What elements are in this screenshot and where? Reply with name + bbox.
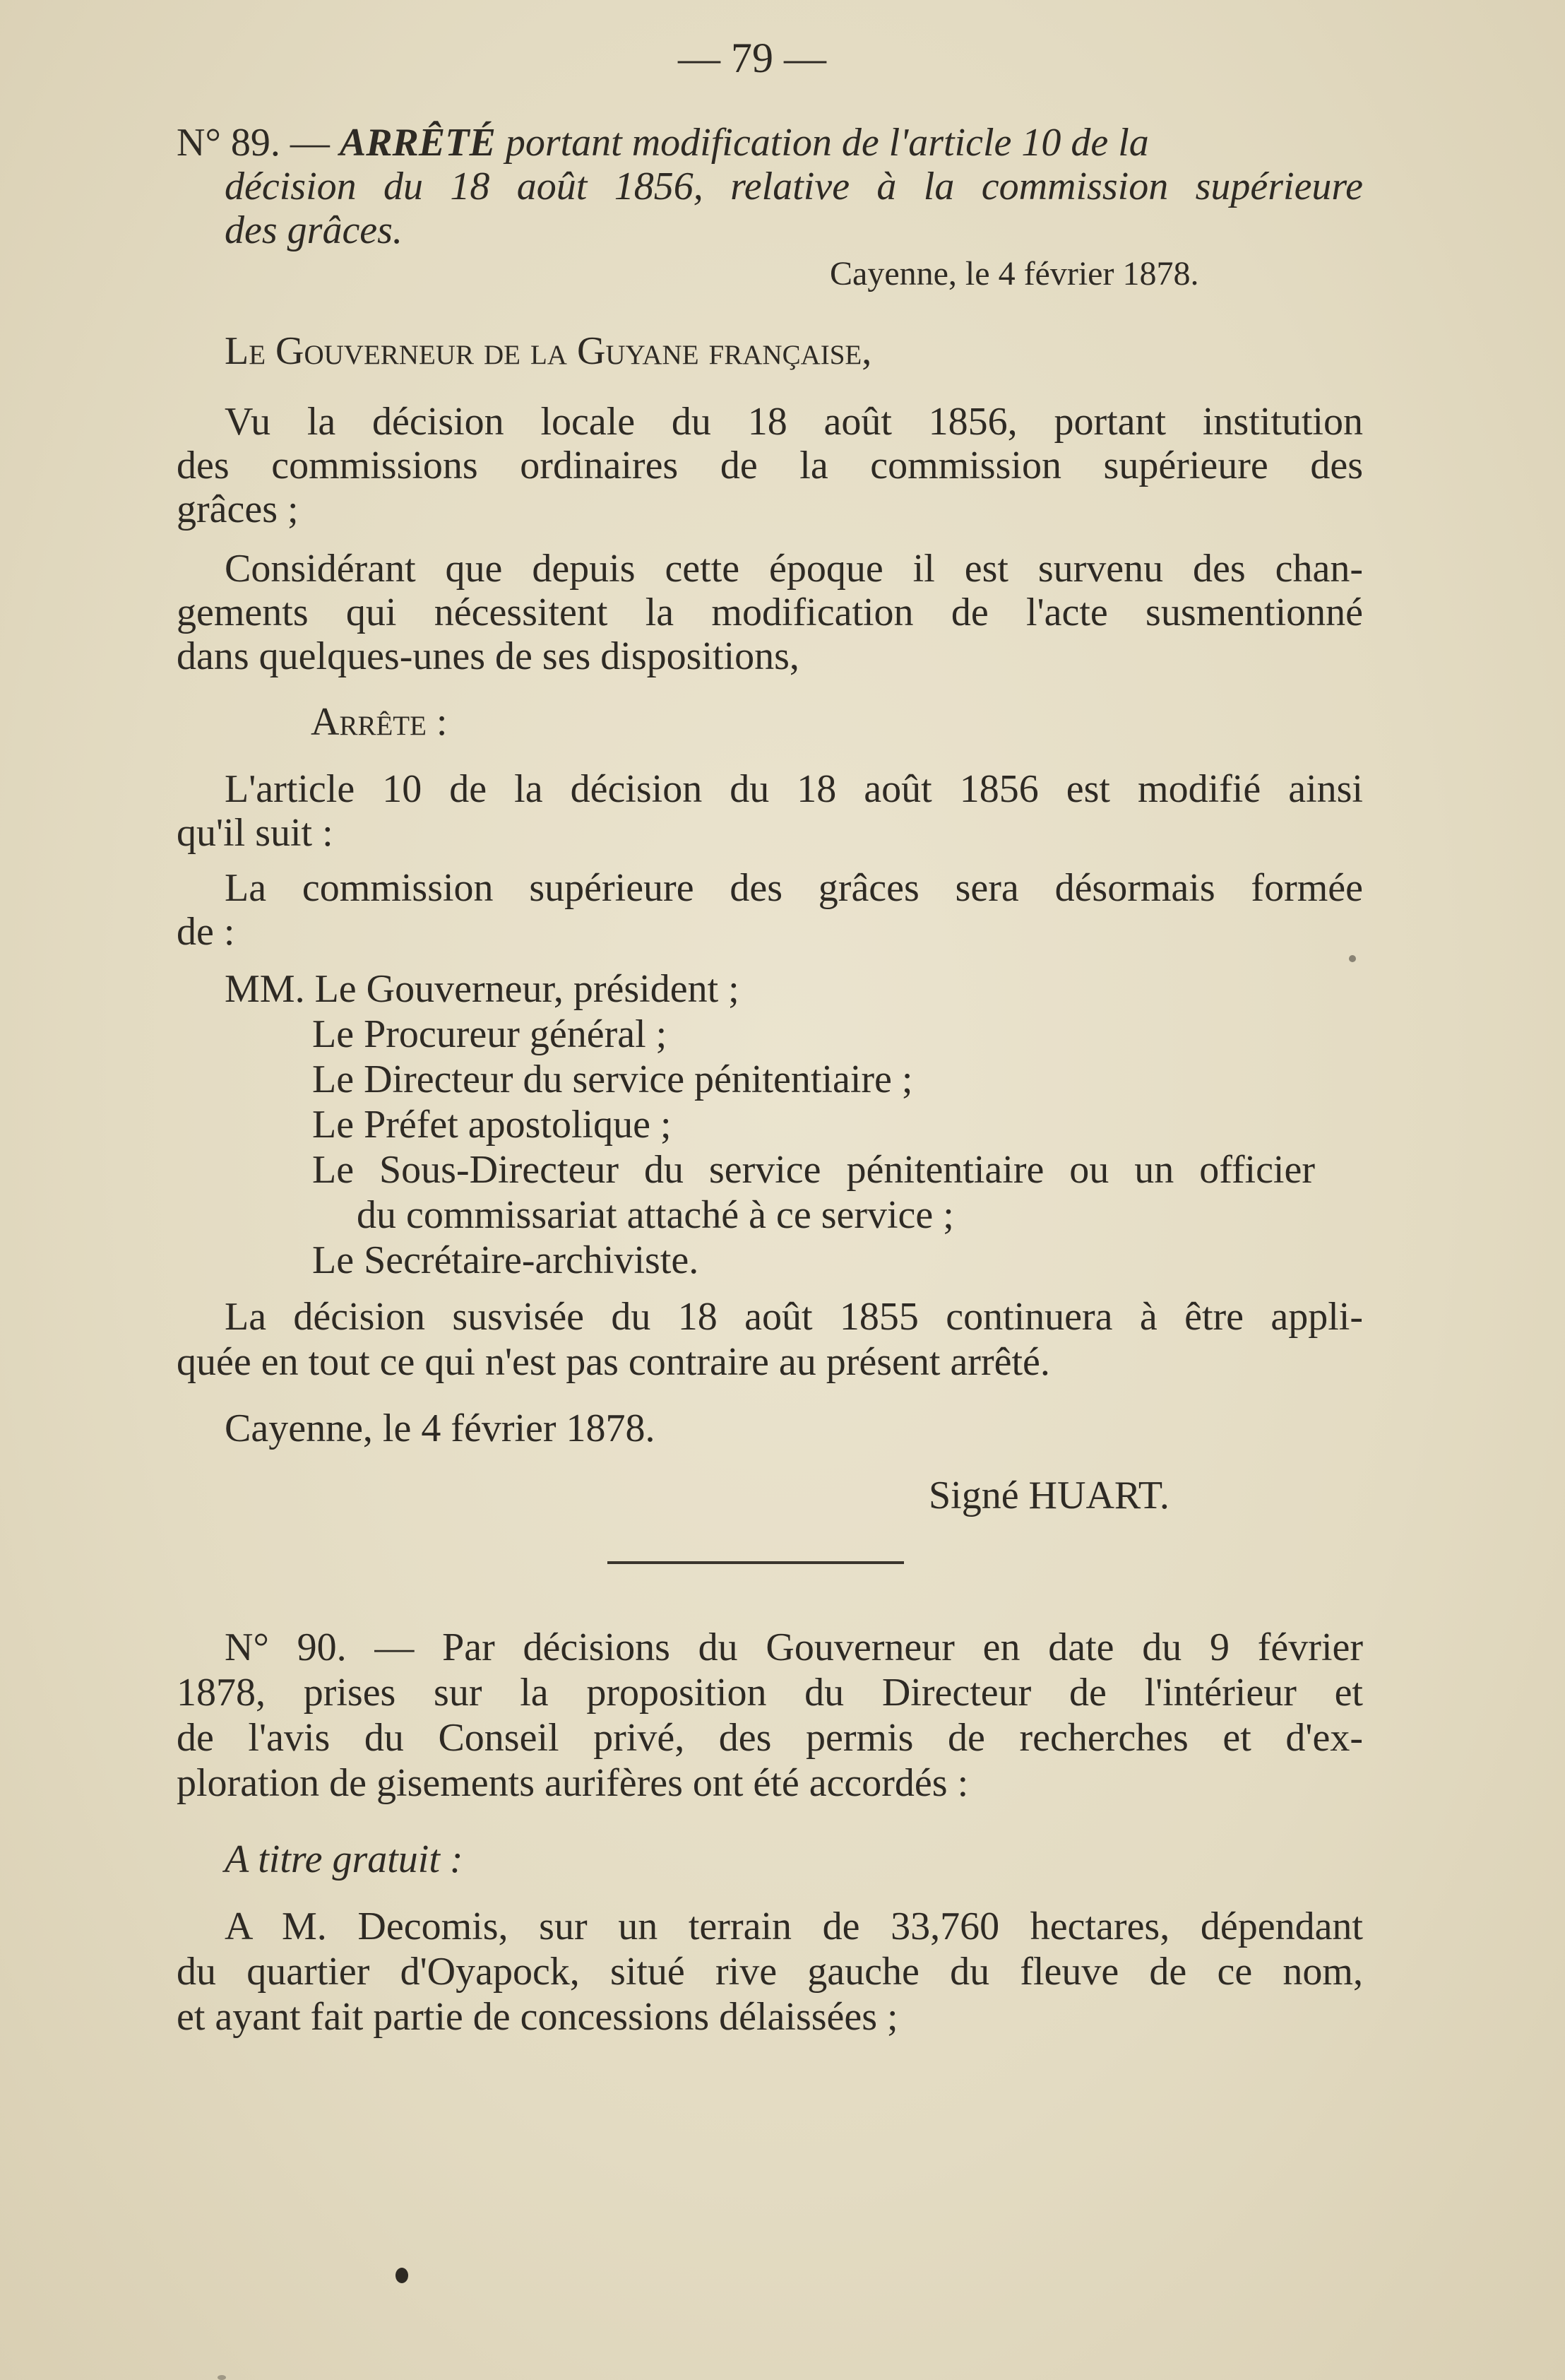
decomis-line-3: et ayant fait partie de concessions délaissées ; bbox=[177, 1995, 898, 2039]
article-90-line-3: de l'avis du Conseil privé, des permis de recherches et d'ex- bbox=[177, 1716, 1363, 1760]
article-89-title-line-1: portant modification de l'article 10 de la bbox=[505, 121, 1149, 165]
article-90-line-4: ploration de gisements aurifères ont été accordés : bbox=[177, 1761, 969, 1805]
governor-line: Le Gouverneur de la Guyane française, bbox=[225, 329, 872, 373]
member-line: du commissariat attaché à ce service ; bbox=[357, 1193, 954, 1237]
considerant-line-1: Considérant que depuis cette époque il est survenu des chan- bbox=[225, 547, 1363, 591]
arrete-heading: Arrête : bbox=[311, 700, 448, 744]
article-89-number: N° 89. — bbox=[177, 121, 330, 165]
member-line: Le Procureur général ; bbox=[312, 1012, 667, 1056]
commission-line-2: de : bbox=[177, 910, 235, 954]
member-line: Le Sous-Directeur du service pénitentiaire ou un officier bbox=[312, 1148, 1315, 1192]
signature: Signé HUART. bbox=[929, 1474, 1170, 1517]
article-89-title-line-3: des grâces. bbox=[225, 208, 403, 252]
considerant-line-2: gements qui nécessitent la modification de l'acte susmentionné bbox=[177, 591, 1363, 634]
article-89-title-line-2: décision du 18 août 1856, relative à la commission supérieure bbox=[225, 165, 1363, 208]
article-90-subheading: A titre gratuit : bbox=[225, 1837, 463, 1881]
decomis-line-2: du quartier d'Oyapock, situé rive gauche du fleuve de ce nom, bbox=[177, 1950, 1363, 1994]
vu-line-3: grâces ; bbox=[177, 487, 299, 531]
section-divider bbox=[607, 1561, 904, 1564]
ink-speck bbox=[1349, 955, 1356, 962]
member-line: Le Préfet apostolique ; bbox=[312, 1103, 672, 1147]
vu-line-1: Vu la décision locale du 18 août 1856, portant institution bbox=[225, 400, 1363, 444]
article-90-line-2: 1878, prises sur la proposition du Directeur de l'intérieur et bbox=[177, 1671, 1363, 1715]
article-90-line-1: N° 90. — Par décisions du Gouverneur en date du 9 février bbox=[225, 1626, 1363, 1669]
article-89-title-bold: ARRÊTÉ bbox=[339, 121, 496, 165]
decision-line-1: La décision susvisée du 18 août 1855 continuera à être appli- bbox=[225, 1295, 1363, 1339]
member-line: Le Directeur du service pénitentiaire ; bbox=[312, 1058, 913, 1101]
ink-speck bbox=[218, 2375, 226, 2380]
decomis-line-1: A M. Decomis, sur un terrain de 33,760 hectares, dépendant bbox=[225, 1905, 1363, 1948]
article-10-line-1: L'article 10 de la décision du 18 août 1856 est modifié ainsi bbox=[225, 767, 1363, 811]
article-10-line-2: qu'il suit : bbox=[177, 811, 333, 855]
article-89-heading bbox=[177, 120, 1149, 165]
article-89-dateline: Cayenne, le 4 février 1878. bbox=[830, 255, 1199, 292]
member-line: Le Secrétaire-archiviste. bbox=[312, 1238, 699, 1282]
decision-line-2: quée en tout ce qui n'est pas contraire au présent arrêté. bbox=[177, 1340, 1050, 1384]
vu-line-2: des commissions ordinaires de la commission supérieure des bbox=[177, 444, 1363, 487]
member-line: MM. Le Gouverneur, président ; bbox=[225, 967, 739, 1011]
ink-speck bbox=[395, 2268, 408, 2283]
closing-dateline: Cayenne, le 4 février 1878. bbox=[225, 1407, 655, 1450]
page-number: — 79 — bbox=[678, 35, 826, 81]
considerant-line-3: dans quelques-unes de ses dispositions, bbox=[177, 634, 799, 678]
commission-line-1: La commission supérieure des grâces sera désormais formée bbox=[225, 866, 1363, 910]
